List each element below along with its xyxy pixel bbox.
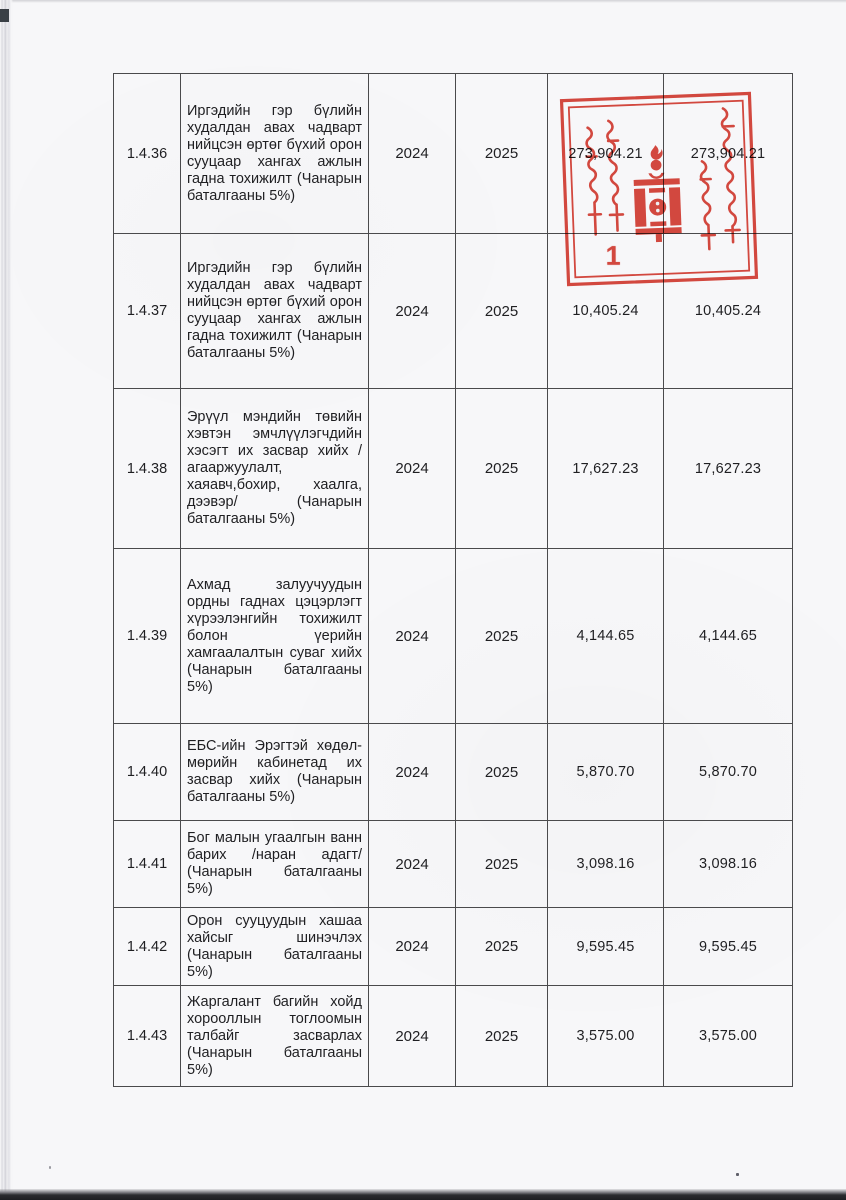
table-row xyxy=(114,74,793,234)
amount-2024-cell: 5,870.70 xyxy=(548,724,664,821)
scan-speck xyxy=(49,1166,51,1169)
project-description-cell: ЕБС-ийн Эрэгтэй хөдөл-мөрийн кабинетад их засвар хийх (Чанарын баталгааны 5%) xyxy=(181,724,369,821)
seal-numeral: 1 xyxy=(605,240,621,271)
scan-bottom-edge-artifact xyxy=(0,1189,846,1200)
budget-projects-table xyxy=(113,73,793,1087)
row-index-cell: 1.4.37 xyxy=(114,234,181,389)
project-description-cell: Бог малын угаалгын ванн барих /наран адагт/ (Чанарын баталгааны 5%) xyxy=(181,821,369,908)
amount-2025-cell: 5,870.70 xyxy=(664,724,793,821)
year-start-cell: 2024 xyxy=(369,821,456,908)
project-description-cell: Жаргалант багийн хойд хорооллын тоглоомын талбайг засварлах (Чанарын баталгааны 5%) xyxy=(181,986,369,1087)
year-end-cell: 2025 xyxy=(456,234,548,389)
scan-speck xyxy=(736,1173,739,1176)
year-end-cell: 2025 xyxy=(456,74,548,234)
row-index-cell: 1.4.36 xyxy=(114,74,181,234)
row-index-cell: 1.4.42 xyxy=(114,908,181,986)
amount-2025-cell: 3,098.16 xyxy=(664,821,793,908)
year-end-cell: 2025 xyxy=(456,908,548,986)
row-index-cell: 1.4.40 xyxy=(114,724,181,821)
project-description-cell: Иргэдийн гэр бүлийн худалдан авах чадварт нийцсэн өртөг бүхий орон сууцаар хангах ажлын гадна тохижилт (Чанарын баталгааны 5%) xyxy=(181,234,369,389)
year-end-cell: 2025 xyxy=(456,549,548,724)
amount-2024-cell: 4,144.65 xyxy=(548,549,664,724)
amount-2024-cell: 273,904.21 xyxy=(548,74,664,234)
year-start-cell: 2024 xyxy=(369,389,456,549)
table-row xyxy=(114,724,793,821)
year-start-cell: 2024 xyxy=(369,908,456,986)
amount-2024-cell: 10,405.24 xyxy=(548,234,664,389)
amount-2025-cell: 10,405.24 xyxy=(664,234,793,389)
amount-2024-cell: 3,098.16 xyxy=(548,821,664,908)
project-description-cell: Эрүүл мэндийн төвийн хэвтэн эмчлүүлэгчдийн хэсэгт их засвар хийх /агааржуулалт, хаяавч,бохир, хаалга, дээвэр/ (Чанарын баталгааны 5%) xyxy=(181,389,369,549)
scan-top-edge-artifact xyxy=(0,0,846,3)
amount-2025-cell: 4,144.65 xyxy=(664,549,793,724)
project-description-cell: Орон сууцуудын хашаа хайсыг шинэчлэх (Чанарын баталгааны 5%) xyxy=(181,908,369,986)
scan-corner-mark xyxy=(0,9,9,22)
table-row xyxy=(114,821,793,908)
year-start-cell: 2024 xyxy=(369,724,456,821)
project-description-cell: Иргэдийн гэр бүлийн худалдан авах чадварт нийцсэн өртөг бүхий орон сууцаар хангах ажлын гадна тохижилт (Чанарын баталгааны 5%) xyxy=(181,74,369,234)
amount-2025-cell: 9,595.45 xyxy=(664,908,793,986)
amount-2025-cell: 17,627.23 xyxy=(664,389,793,549)
table-row xyxy=(114,389,793,549)
year-end-cell: 2025 xyxy=(456,986,548,1087)
amount-2024-cell: 9,595.45 xyxy=(548,908,664,986)
table-row xyxy=(114,549,793,724)
year-start-cell: 2024 xyxy=(369,74,456,234)
year-end-cell: 2025 xyxy=(456,821,548,908)
amount-2025-cell: 3,575.00 xyxy=(664,986,793,1087)
year-end-cell: 2025 xyxy=(456,724,548,821)
amount-2025-cell: 273,904.21 xyxy=(664,74,793,234)
table-row xyxy=(114,234,793,389)
year-start-cell: 2024 xyxy=(369,986,456,1087)
project-description-cell: Ахмад залуучуудын ордны гаднах цэцэрлэгт хүрээлэнгийн тохижилт болон үерийн хамгаалалтын суваг хийх (Чанарын баталгааны 5%) xyxy=(181,549,369,724)
table-row xyxy=(114,908,793,986)
row-index-cell: 1.4.43 xyxy=(114,986,181,1087)
amount-2024-cell: 17,627.23 xyxy=(548,389,664,549)
row-index-cell: 1.4.41 xyxy=(114,821,181,908)
year-end-cell: 2025 xyxy=(456,389,548,549)
scan-left-edge-artifact xyxy=(0,0,13,1200)
year-start-cell: 2024 xyxy=(369,234,456,389)
row-index-cell: 1.4.39 xyxy=(114,549,181,724)
amount-2024-cell: 3,575.00 xyxy=(548,986,664,1087)
year-start-cell: 2024 xyxy=(369,549,456,724)
row-index-cell: 1.4.38 xyxy=(114,389,181,549)
table-row xyxy=(114,986,793,1087)
